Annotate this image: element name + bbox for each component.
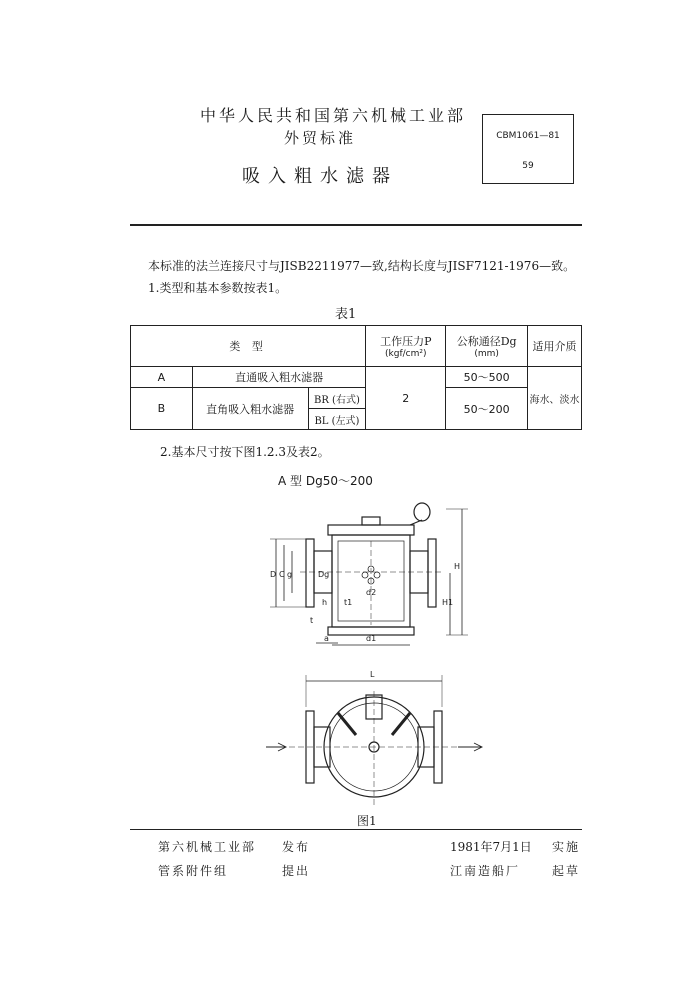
header-dn-label: 公称通径Dg bbox=[456, 335, 517, 348]
label-d: D bbox=[270, 570, 277, 579]
header-dn-unit: (mm) bbox=[474, 349, 499, 359]
row-a-dn: 50～500 bbox=[446, 367, 528, 388]
label-h1: H1 bbox=[442, 598, 454, 607]
header-dn bbox=[446, 326, 528, 367]
page-number: 59 bbox=[522, 161, 534, 171]
spec-table bbox=[130, 325, 582, 430]
header-pressure bbox=[366, 326, 446, 367]
footer-date-action: 实施 bbox=[552, 840, 581, 854]
table-caption: 表1 bbox=[335, 307, 357, 322]
section-2-note: 2.基本尺寸按下图1.2.3及表2。 bbox=[160, 445, 330, 459]
figure-caption: 图1 bbox=[357, 814, 377, 828]
header-medium: 适用介质 bbox=[528, 326, 582, 367]
header-pressure-unit: (kgf/cm²) bbox=[385, 349, 427, 359]
standard-type: 外贸标准 bbox=[283, 129, 356, 147]
row-b-sub-bl: BL (左式) bbox=[308, 409, 366, 430]
row-b-sub-br: BR (右式) bbox=[308, 388, 366, 409]
footer-drafter-action: 起草 bbox=[552, 864, 581, 878]
footer-issuer-action: 发布 bbox=[282, 840, 311, 854]
medium-value: 海水、淡水 bbox=[528, 367, 582, 430]
row-b-code: B bbox=[131, 388, 193, 430]
label-a: a bbox=[324, 634, 329, 643]
figure-subtitle: A 型 Dg50～200 bbox=[278, 474, 373, 488]
document-title: 吸入粗水滤器 bbox=[242, 166, 398, 187]
header-pressure-label: 工作压力P bbox=[380, 335, 432, 348]
filter-drawing bbox=[250, 495, 510, 810]
row-a-code: A bbox=[131, 367, 193, 388]
row-a-name: 直通吸入粗水滤器 bbox=[192, 367, 366, 388]
table-row bbox=[131, 367, 582, 388]
plan-handle bbox=[366, 695, 382, 719]
cover-flange bbox=[328, 525, 414, 535]
left-flange bbox=[306, 539, 314, 607]
intro-line-1: 本标准的法兰连接尺寸与JISB2211977—致,结构长度与JISF7121-1976—致。 bbox=[148, 259, 576, 273]
header-type: 类 型 bbox=[131, 326, 366, 367]
right-flange bbox=[428, 539, 436, 607]
flow-out-arrow bbox=[458, 743, 482, 751]
row-b-dn: 50～200 bbox=[446, 388, 528, 430]
label-dg: Dg bbox=[318, 570, 330, 579]
intro-line-2: 1.类型和基本参数按表1。 bbox=[148, 281, 288, 295]
header-rule bbox=[130, 224, 582, 226]
label-t1: t1 bbox=[344, 598, 353, 607]
label-t: t bbox=[310, 616, 314, 625]
label-h: h bbox=[322, 598, 328, 607]
row-b-name: 直角吸入粗水滤器 bbox=[192, 388, 308, 430]
label-d1: d1 bbox=[366, 634, 377, 643]
label-h-total: H bbox=[454, 562, 461, 571]
label-d2: d2 bbox=[366, 588, 377, 597]
table-row bbox=[131, 388, 582, 409]
label-g: g bbox=[287, 570, 293, 579]
label-l: L bbox=[370, 670, 375, 679]
footer-date: 1981年7月1日 bbox=[450, 840, 532, 854]
lifting-eye bbox=[414, 503, 430, 521]
standard-code: CBM1061—81 bbox=[496, 131, 560, 141]
flow-in-arrow bbox=[266, 743, 286, 751]
label-c: C bbox=[279, 570, 285, 579]
lifting-arm bbox=[410, 520, 422, 525]
footer-proposer-action: 提出 bbox=[282, 864, 311, 878]
cover-boss bbox=[362, 517, 380, 525]
footer-issuer: 第六机械工业部 bbox=[158, 840, 257, 854]
pressure-value: 2 bbox=[366, 367, 446, 430]
standard-code-box bbox=[482, 114, 574, 184]
footer-rule bbox=[130, 829, 582, 830]
ministry-title: 中华人民共和国第六机械工业部 bbox=[200, 106, 467, 125]
footer-drafter: 江南造船厂 bbox=[450, 864, 521, 878]
footer-proposer: 管系附件组 bbox=[158, 864, 229, 878]
